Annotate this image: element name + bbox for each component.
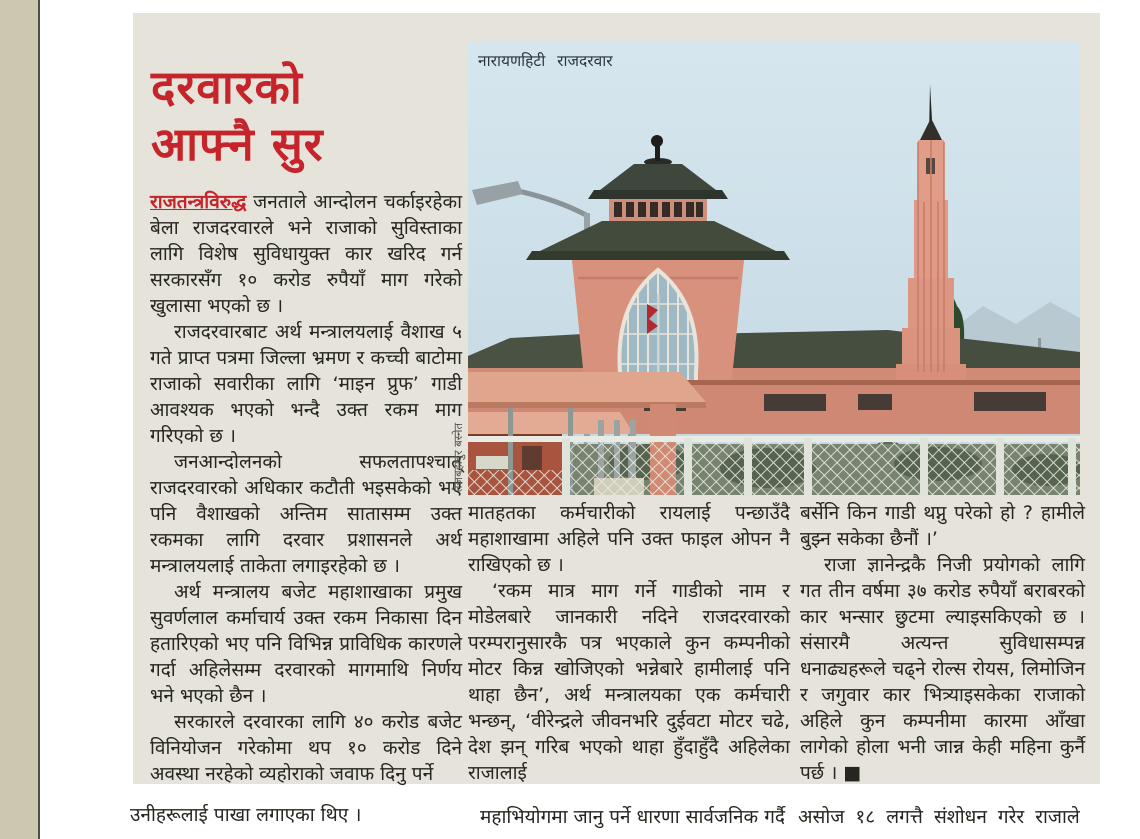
paragraph: जनआन्दोलनको सफलतापश्चात् राजदरवारको अधिकार कटौती भइसकेको भए पनि वैशाखको अन्तिम सातासम्म उक्त रकमका लागि दरवार प्रशासनले अर्थ मन्त्रालयलाई ताकेता लगाइरहेको छ ।	[150, 451, 462, 577]
paragraph: राजदरवारबाट अर्थ मन्त्रालयलाई वैशाख ५ गते प्राप्त पत्रमा जिल्ला भ्रमण र कच्ची बाटोमा राजाको सवारीका लागि ‘माइन प्रुफ’ गाडी आवश्यक भएको भन्दै उक्त रकम माग गरिएको छ ।	[150, 321, 462, 447]
lead-word: राजतन्त्रविरुद्ध	[150, 191, 247, 213]
adjacent-article-fragment-right: असोज १८ लगत्तै संशोधन गरेर राजाले	[798, 806, 1080, 828]
paragraph: ‘रकम मात्र माग गर्ने गाडीको नाम र मोडेलबारे जानकारी नदिने राजदरवारको परम्परानुसारकै पत्र भएकाले कुन कम्पनीको मोटर किन्न खोजिएको भन्नेबारे हामीलाई पनि थाहा छैन’, अर्थ मन्त्रालयका एक कर्मचारी भन्छन्, ‘वीरेन्द्रले जीवनभरि दुईवटा मोटर चढे, देश झन् गरिब भएको थाहा हुँदाहुँदै अहिलेका राजालाई	[468, 580, 790, 784]
text-column-1	[150, 189, 462, 787]
photo-credit: तेजबहादुर बस्नेत	[451, 422, 465, 492]
page-edge-strip	[0, 0, 40, 839]
palace-photo	[468, 42, 1080, 495]
paragraph: बर्सेनि किन गाडी थप्नु परेको हो ? हामीले बुझ्न सकेका छैनौं ।’	[800, 502, 1085, 550]
paragraph: अर्थ मन्त्रालय बजेट महाशाखाका प्रमुख सुवर्णलाल कर्माचार्य उक्त रकम निकासा दिन हतारिएको भए पनि विभिन्न प्राविधिक कारणले गर्दा अहिलेसम्म दरवारको मागमाथि निर्णय भने भएको छैन ।	[150, 581, 462, 707]
paragraph: सरकारले दरवारका लागि ४० करोड बजेट विनियोजन गरेकोमा थप १० करोड दिने अवस्था नरहेको व्यहोराको जवाफ दिनु पर्ने	[150, 711, 462, 785]
paragraph	[150, 189, 462, 319]
text-column-3	[800, 500, 1085, 786]
photo-caption: नारायणहिटी राजदरवार	[478, 52, 613, 70]
text-column-2	[468, 500, 790, 786]
paragraph: मातहतका कर्मचारीको रायलाई पन्छाउँदै महाशाखामा अहिले पनि उक्त फाइल ओपन नै राखिएको छ ।	[468, 502, 790, 576]
headline-line-1: दरवारको	[151, 60, 303, 114]
headline-line-2: आफ्नै सुर	[151, 117, 324, 171]
article-block	[133, 13, 1100, 784]
paragraph-text: जनताले आन्दोलन चर्काइरहेका बेला राजदरवारले भने राजाको सुविस्ताका लागि विशेष सुविधायुक्त कार खरिद गर्न सरकारसँग १० करोड रुपैयाँ माग गरेको खुलासा भएको छ ।	[150, 191, 462, 317]
adjacent-article-fragment-left: उनीहरूलाई पाखा लगाएका थिए ।	[130, 804, 362, 826]
palace-illustration	[468, 42, 1080, 495]
paragraph: राजा ज्ञानेन्द्रकै निजी प्रयोगको लागि गत तीन वर्षमा ३७ करोड रुपैयाँ बराबरको कार भन्सार छुटमा ल्याइसकिएको छ । संसारमै अत्यन्त सुविधासम्पन्न धनाढ्यहरूले चढ्ने रोल्स रोयस, लिमोजिन र जगुवार कार भित्र्याइसकेका राजाको अहिले कुन कम्पनीमा कारमा आँखा लागेको होला भनी जान्न केही महिना कुर्नै पर्छ । ■	[800, 554, 1085, 784]
adjacent-article-fragment-middle: महाभियोगमा जानु पर्ने धारणा सार्वजनिक गर्दै	[480, 806, 785, 828]
article-headline	[151, 59, 466, 173]
